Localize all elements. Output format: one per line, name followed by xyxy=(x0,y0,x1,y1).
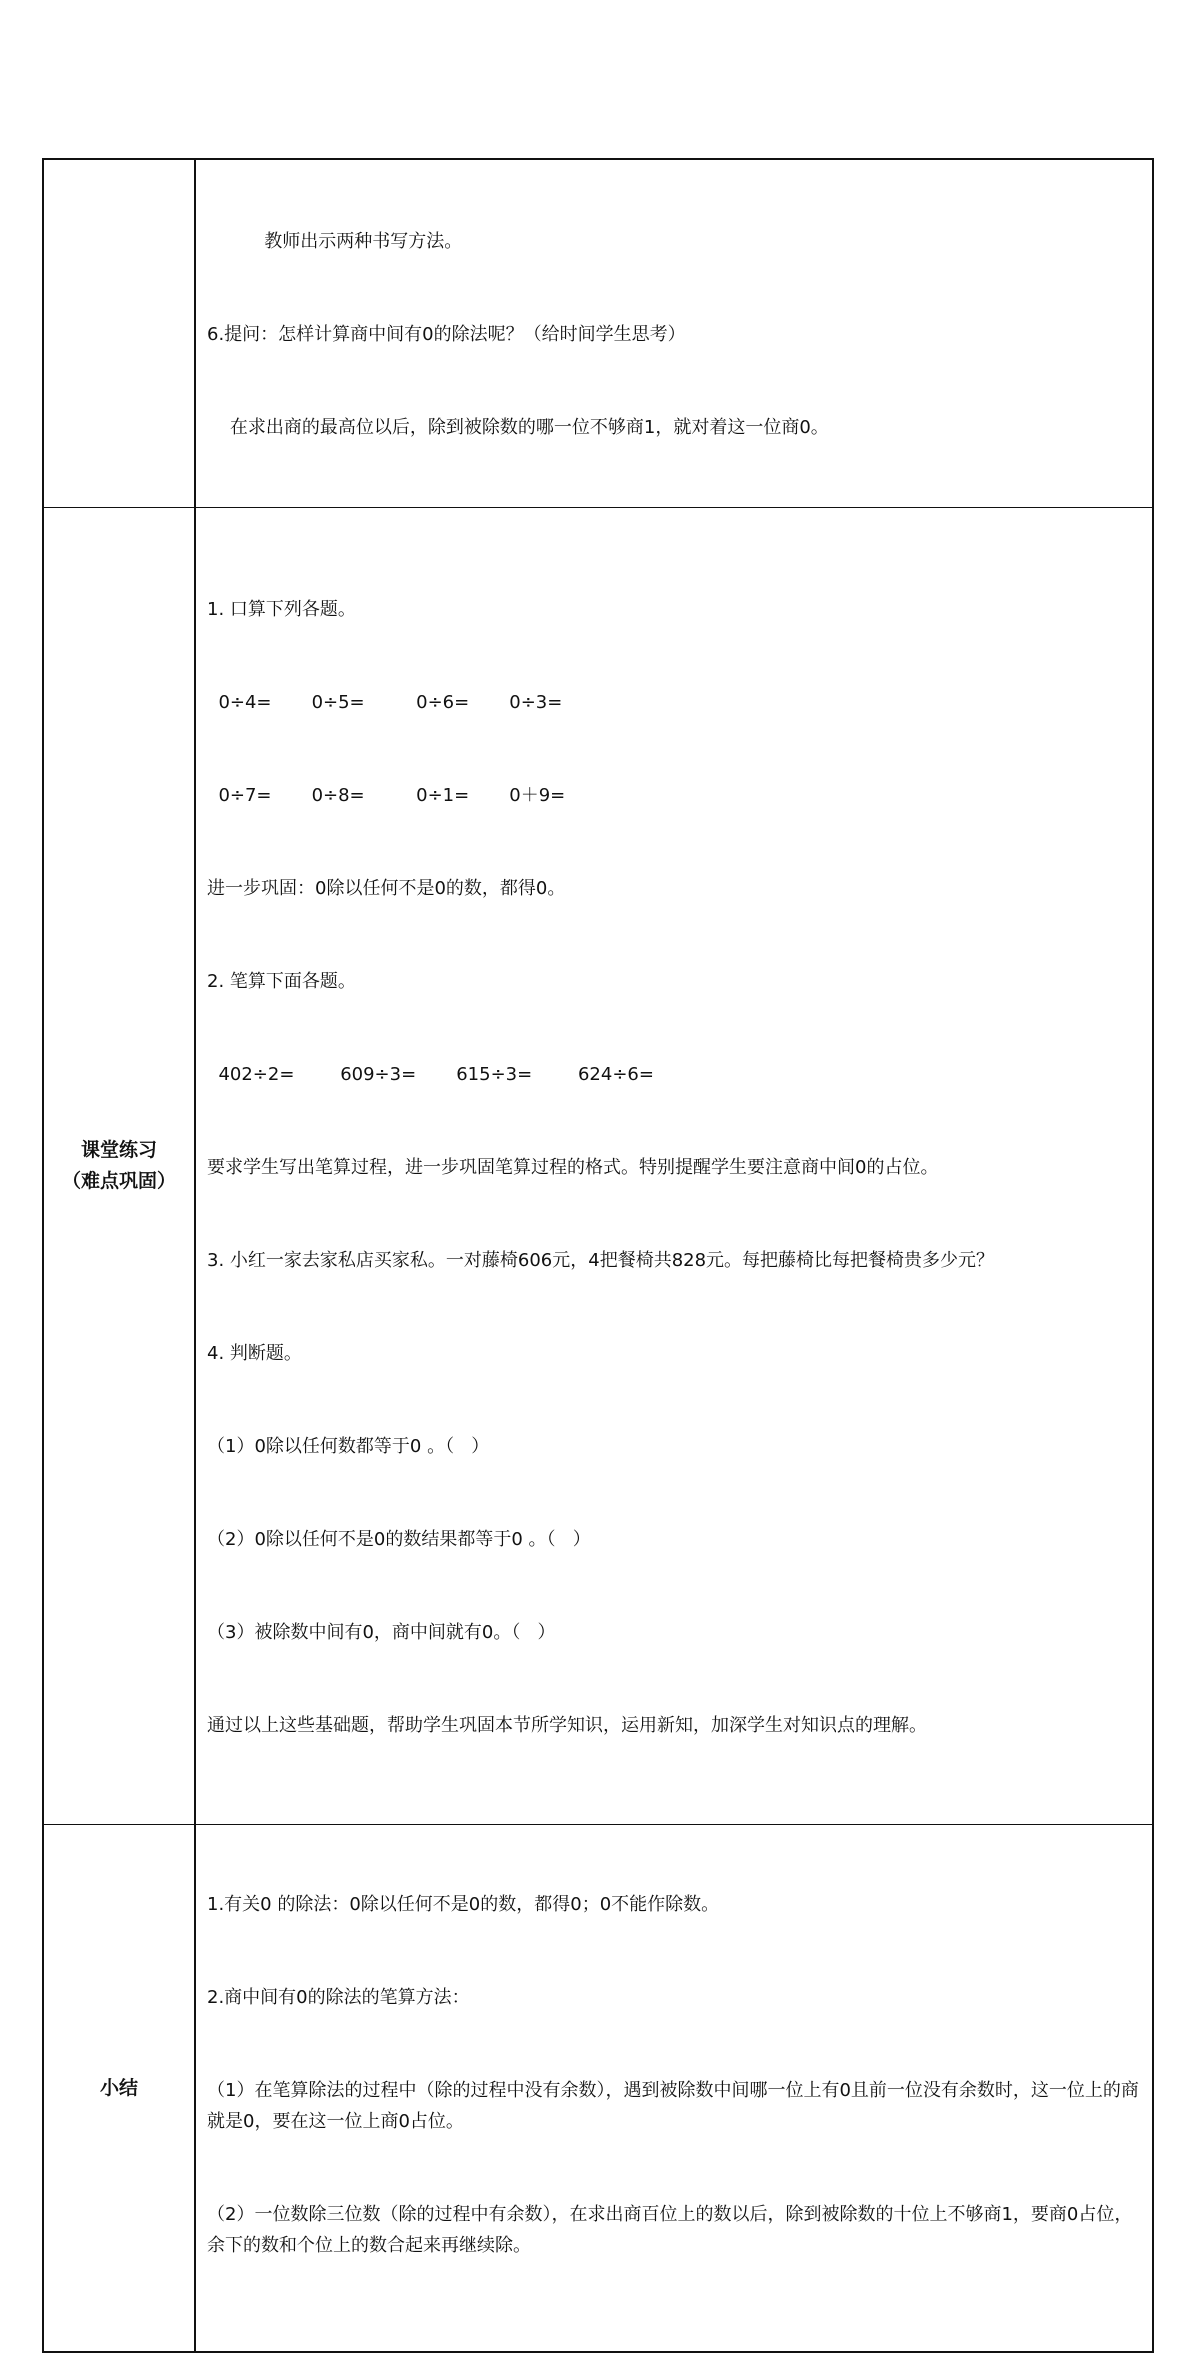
content-line: 要求学生写出笔算过程，进一步巩固笔算过程的格式。特别提醒学生要注意商中间0的占位。 xyxy=(207,1157,939,1178)
row-label-empty xyxy=(43,159,195,508)
table-row xyxy=(43,1825,1153,2353)
content-line: 教师出示两种书写方法。 xyxy=(207,231,463,252)
content-line: 402÷2= 609÷3= 615÷3= 624÷6= xyxy=(207,1064,654,1085)
label-line: 课堂练习 xyxy=(80,1139,157,1161)
content-line: （2）0除以任何不是0的数结果都等于0 。（ ） xyxy=(207,1529,591,1550)
content-line: （3）被除数中间有0，商中间就有0。（ ） xyxy=(207,1622,556,1643)
content-line: （1）0除以任何数都等于0 。（ ） xyxy=(207,1436,490,1457)
content-line: 通过以上这些基础题，帮助学生巩固本节所学知识，运用新知，加深学生对知识点的理解。 xyxy=(207,1715,927,1736)
content-line: 0÷7= 0÷8= 0÷1= 0＋9= xyxy=(207,785,566,806)
label-line: （难点巩固） xyxy=(61,1170,176,1192)
content-line: （1）在笔算除法的过程中（除的过程中没有余数），遇到被除数中间哪一位上有0且前一位没有余数时，这一位上的商就是0，要在这一位上商0占位。 xyxy=(207,2080,1139,2132)
row-content xyxy=(195,508,1153,1825)
content-line: 0÷4= 0÷5= 0÷6= 0÷3= xyxy=(207,692,563,713)
table-row xyxy=(43,159,1153,508)
label-line: 小结 xyxy=(99,2076,138,2099)
row-content xyxy=(195,159,1153,508)
row-label-summary xyxy=(43,1825,195,2353)
content-line: 4. 判断题。 xyxy=(207,1343,302,1364)
content-line: （2）一位数除三位数（除的过程中有余数），在求出商百位上的数以后，除到被除数的十位上不够商1，要商0占位，余下的数和个位上的数合起来再继续除。 xyxy=(207,2204,1133,2256)
content-line: 2.商中间有0的除法的笔算方法： xyxy=(207,1987,470,2008)
row-label-practice xyxy=(43,508,195,1825)
row-content xyxy=(195,1825,1153,2353)
table-row xyxy=(43,508,1153,1825)
content-line: 6.提问：怎样计算商中间有0的除法呢？（给时间学生思考） xyxy=(207,324,686,345)
content-line: 进一步巩固：0除以任何不是0的数，都得0。 xyxy=(207,878,566,899)
content-line: 在求出商的最高位以后，除到被除数的哪一位不够商1，就对着这一位商0。 xyxy=(207,417,829,438)
content-line: 3. 小红一家去家私店买家私。一对藤椅606元，4把餐椅共828元。每把藤椅比每把餐椅贵多少元？ xyxy=(207,1250,995,1271)
content-line: 2. 笔算下面各题。 xyxy=(207,971,356,992)
content-line: 1.有关0 的除法：0除以任何不是0的数，都得0；0不能作除数。 xyxy=(207,1894,720,1915)
lesson-table xyxy=(42,158,1154,2353)
content-line: 1. 口算下列各题。 xyxy=(207,599,356,620)
